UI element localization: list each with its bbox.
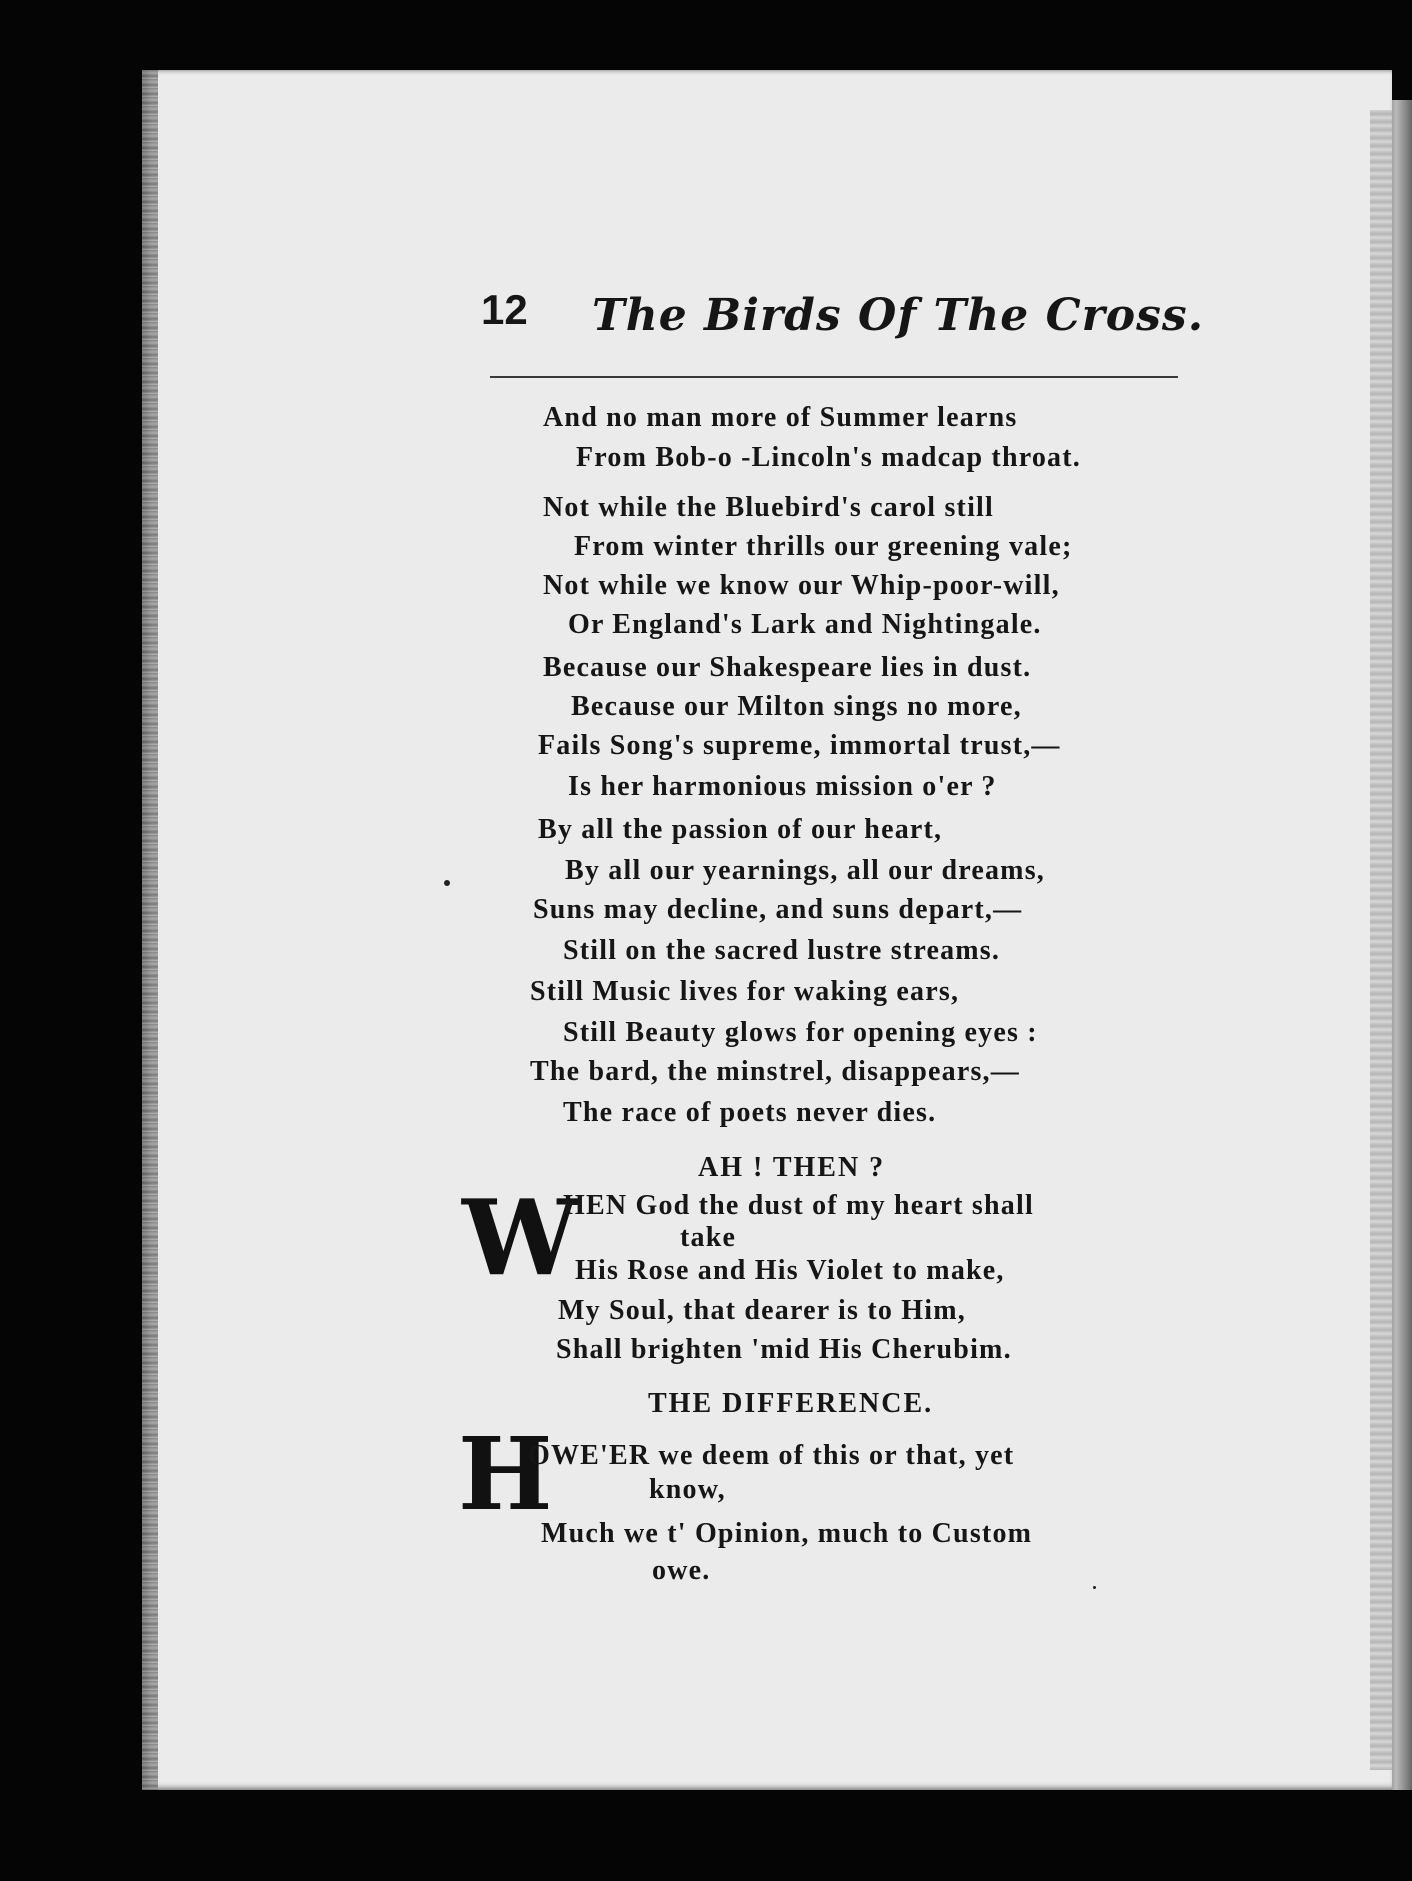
poem-line: His Rose and His Violet to make, bbox=[575, 1255, 1005, 1286]
running-title: The Birds Of The Cross. bbox=[592, 290, 1205, 341]
poem-line: By all our yearnings, all our dreams, bbox=[565, 855, 1045, 886]
poem-line: OWE'ER we deem of this or that, yet bbox=[528, 1440, 1015, 1471]
drop-cap-h: H bbox=[458, 1415, 553, 1533]
poem-line: From winter thrills our greening vale; bbox=[574, 531, 1073, 562]
poem-line: And no man more of Summer learns bbox=[543, 402, 1018, 433]
poem-line: take bbox=[680, 1222, 737, 1253]
poem-line: Because our Shakespeare lies in dust. bbox=[543, 652, 1032, 683]
scan-speck bbox=[444, 880, 450, 886]
poem-title: THE DIFFERENCE. bbox=[648, 1388, 934, 1419]
poem-line: owe. bbox=[652, 1555, 711, 1586]
poem-line: Not while the Bluebird's carol still bbox=[543, 492, 995, 523]
poem-line: Still Music lives for waking ears, bbox=[530, 976, 960, 1007]
scan-speck bbox=[1093, 1586, 1096, 1589]
poem-line: My Soul, that dearer is to Him, bbox=[558, 1295, 966, 1326]
header-rule bbox=[490, 376, 1178, 378]
poem-line: Much we t' Opinion, much to Custom bbox=[541, 1518, 1033, 1549]
page-binding-edge bbox=[142, 70, 158, 1790]
page-right-edge bbox=[1370, 110, 1392, 1770]
poem-line: know, bbox=[649, 1474, 726, 1505]
poem-line: Not while we know our Whip-poor-will, bbox=[543, 570, 1060, 601]
poem-line: By all the passion of our heart, bbox=[538, 814, 943, 845]
poem-line: Or England's Lark and Nightingale. bbox=[568, 609, 1042, 640]
poem-line: HEN God the dust of my heart shall bbox=[563, 1190, 1034, 1221]
poem-line: Still on the sacred lustre streams. bbox=[563, 935, 1001, 966]
poem-title: AH ! THEN ? bbox=[698, 1152, 886, 1183]
poem-line: The bard, the minstrel, disappears,— bbox=[530, 1056, 1020, 1087]
poem-line: Fails Song's supreme, immortal trust,— bbox=[538, 730, 1061, 761]
drop-cap-w: W bbox=[462, 1176, 579, 1299]
poem-line: Shall brighten 'mid His Cherubim. bbox=[556, 1334, 1012, 1365]
page-number: 12 bbox=[481, 286, 528, 333]
poem-line: The race of poets never dies. bbox=[563, 1097, 937, 1128]
poem-line: Suns may decline, and suns depart,— bbox=[533, 894, 1023, 925]
poem-line: Is her harmonious mission o'er ? bbox=[568, 771, 997, 802]
poem-line: Because our Milton sings no more, bbox=[571, 691, 1022, 722]
poem-line: From Bob-o -Lincoln's madcap throat. bbox=[576, 442, 1081, 473]
poem-line: Still Beauty glows for opening eyes : bbox=[563, 1017, 1038, 1048]
